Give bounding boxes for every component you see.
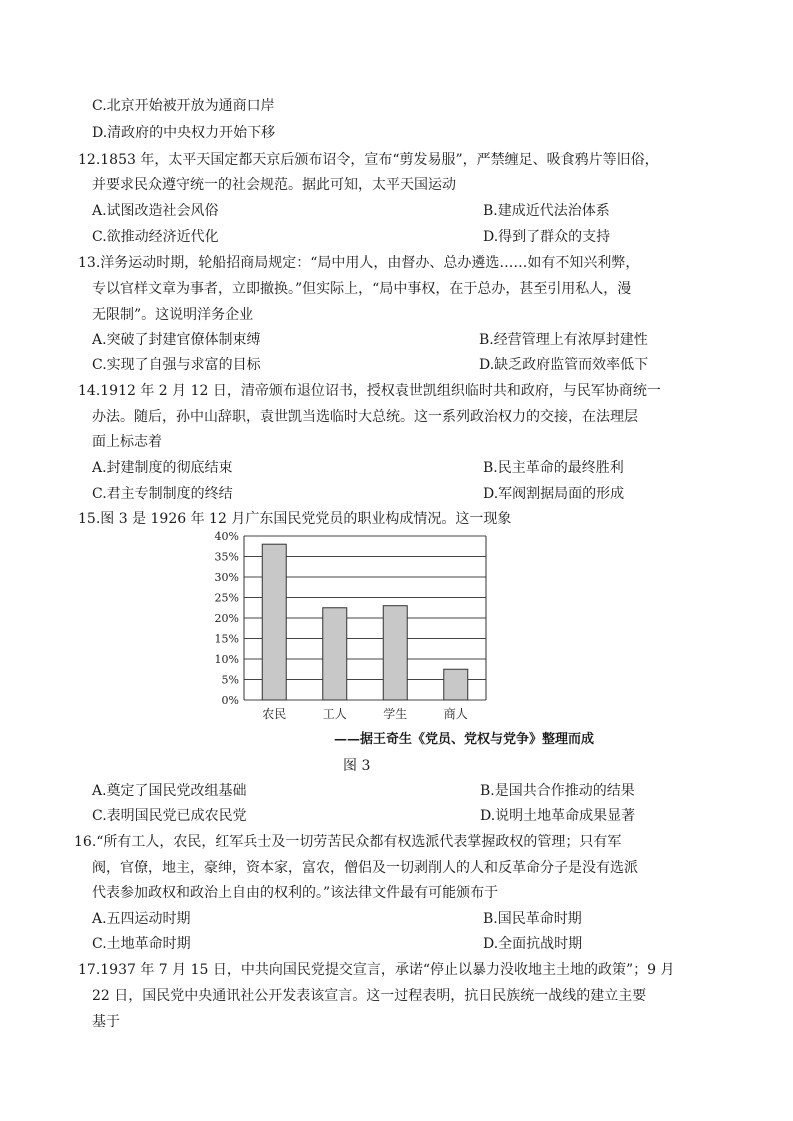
q13-stem-line-3: 无限制”。这说明洋务企业 [92, 307, 254, 323]
bar [262, 544, 286, 700]
prev-option-d: D.清政府的中央权力开始下移 [92, 125, 276, 141]
q12-option-a: A.试图改造社会风俗 [92, 203, 219, 219]
figure-caption: 图 3 [343, 758, 371, 774]
q12-stem-line-1: 12.1853 年，太平天国定都天京后颁布诏令，宣布“剪发易服”，严禁缠足、吸食鸦片等旧俗， [78, 152, 659, 168]
q12-stem-line-2: 并要求民众遵守统一的社会规范。据此可知，太平天国运动 [92, 177, 456, 193]
q13-option-d: D.缺乏政府监管而效率低下 [479, 357, 649, 373]
figure-source: ——据王奇生《党员、党权与党争》整理而成 [334, 732, 595, 747]
y-tick-label: 30% [214, 571, 239, 584]
y-tick-label: 20% [214, 612, 239, 625]
bar [444, 669, 468, 700]
q12-option-b: B.建成近代法治体系 [483, 203, 610, 219]
q16-option-b: B.国民革命时期 [483, 911, 582, 927]
q14-option-b: B.民主革命的最终胜利 [483, 460, 624, 476]
q12-option-d: D.得到了群众的支持 [483, 229, 611, 245]
x-tick-label: 学生 [383, 707, 408, 721]
q14-option-c: C.君主专制制度的终结 [92, 486, 233, 502]
y-tick-label: 10% [214, 653, 239, 666]
x-tick-label: 工人 [322, 707, 347, 721]
q14-option-a: A.封建制度的彻底结束 [92, 460, 233, 476]
bar [323, 608, 347, 700]
q16-option-c: C.土地革命时期 [92, 936, 191, 952]
q17-stem-line-2: 22 日，国民党中央通讯社公开发表该宣言。这一过程表明，抗日民族统一战线的建立主要 [92, 988, 647, 1004]
y-tick-label: 5% [221, 673, 239, 687]
x-tick-label: 商人 [443, 707, 468, 721]
q13-stem-line-2: 专以官样文章为事者，立即撤换。”但实际上，“局中事权，在于总办，甚至引用私人，漫 [92, 281, 632, 297]
q14-stem-line-3: 面上标志着 [92, 434, 162, 450]
q16-stem-line-1: 16.“所有工人，农民，红军兵士及一切劳苦民众都有权选派代表掌握政权的管理；只有军 [74, 834, 622, 850]
prev-option-c: C.北京开始被开放为通商口岸 [92, 98, 275, 114]
q15-option-b: B.是国共合作推动的结果 [480, 783, 635, 799]
q15-option-c: C.表明国民党已成农民党 [92, 808, 247, 824]
q12-option-c: C.欲推动经济近代化 [92, 229, 219, 245]
y-tick-label: 25% [214, 591, 239, 605]
q15-stem-line-1: 15.图 3 是 1926 年 12 月广东国民党党员的职业构成情况。这一现象 [78, 511, 512, 527]
q16-stem-line-3: 代表参加政权和政治上自由的权利的。”该法律文件最有可能颁布于 [92, 885, 499, 901]
bar-chart-svg [208, 528, 508, 728]
q16-option-a: A.五四运动时期 [92, 911, 191, 927]
q13-option-b: B.经营管理上有浓厚封建性 [479, 332, 648, 348]
bar-chart [208, 528, 508, 728]
q13-option-a: A.突破了封建官僚体制束缚 [92, 332, 261, 348]
y-tick-label: 0% [221, 694, 239, 707]
y-tick-label: 35% [214, 550, 239, 564]
x-tick-label: 农民 [262, 707, 287, 721]
q15-option-d: D.说明土地革命成果显著 [480, 808, 636, 824]
q13-stem-line-1: 13.洋务运动时期，轮船招商局规定：“局中用人，由督办、总办遴选……如有不知兴利弊， [78, 255, 640, 271]
q14-stem-line-2: 办法。随后，孙中山辞职，袁世凯当选临时大总统。这一系列政治权力的交接，在法理层 [92, 409, 638, 425]
q16-option-d: D.全面抗战时期 [483, 936, 583, 952]
q17-stem-line-1: 17.1937 年 7 月 15 日，中共向国民党提交宣言，承诺“停止以暴力没收地主土地的政策”；9 月 [78, 962, 675, 978]
q14-stem-line-1: 14.1912 年 2 月 12 日，清帝颁布退位诏书，授权袁世凯组织临时共和政府，与民军协商统一 [78, 383, 661, 399]
bar [383, 606, 407, 700]
q16-stem-line-2: 阀，官僚，地主，豪绅，资本家，富农，僧侣及一切剥削人的人和反革命分子是没有选派 [92, 860, 638, 876]
q17-stem-line-3: 基于 [92, 1014, 120, 1030]
q14-option-d: D.军阀割据局面的形成 [483, 486, 625, 502]
q13-option-c: C.实现了自强与求富的目标 [92, 357, 261, 373]
y-tick-label: 15% [214, 632, 239, 646]
q15-option-a: A.奠定了国民党改组基础 [92, 783, 247, 799]
y-tick-label: 40% [214, 530, 239, 543]
